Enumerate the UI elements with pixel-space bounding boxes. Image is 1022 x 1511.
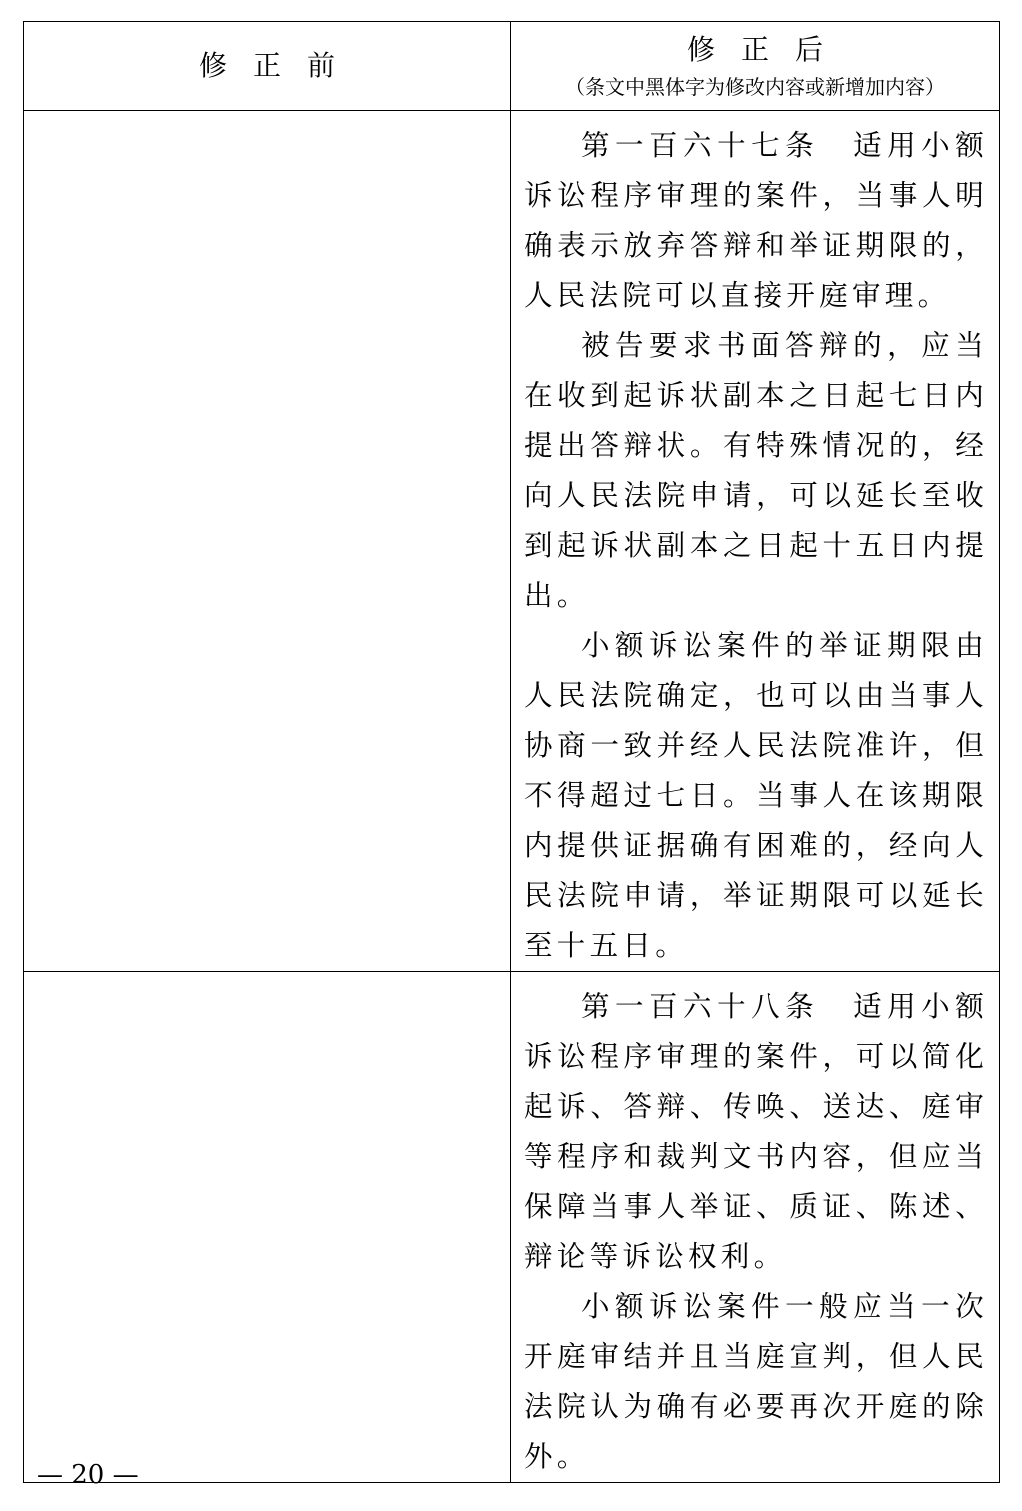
table-header-row (24, 22, 1000, 111)
cell-before-empty (24, 111, 511, 972)
header-after-cell (511, 22, 1000, 111)
article-168-paragraph-1: 第一百六十八条 适用小额诉讼程序审理的案件，可以简化起诉、答辩、传唤、送达、庭审等程序和裁判文书内容，但应当保障当事人举证、质证、陈述、辩论等诉讼权利。 (524, 990, 988, 1273)
cell-after (511, 111, 1000, 972)
revision-comparison-table (23, 21, 1000, 1483)
article-168-paragraph-2: 小额诉讼案件一般应当一次开庭审结并且当庭宣判，但人民法院认为确有必要再次开庭的除外。 (524, 1290, 988, 1473)
article-167-paragraph-2: 被告要求书面答辩的，应当在收到起诉状副本之日起七日内提出答辩状。有特殊情况的，经向人民法院申请，可以延长至收到起诉状副本之日起十五日内提出。 (524, 329, 988, 612)
article-167-paragraph-3: 小额诉讼案件的举证期限由人民法院确定，也可以由当事人协商一致并经人民法院准许，但不得超过七日。当事人在该期限内提供证据确有困难的，经向人民法院申请，举证期限可以延长至十五日。 (524, 629, 988, 962)
header-before-label: 修正前 (198, 49, 361, 82)
cell-after (511, 972, 1000, 1483)
table-row (24, 111, 1000, 972)
header-after-label: 修正后 (686, 33, 849, 66)
article-167-paragraph-1: 第一百六十七条 适用小额诉讼程序审理的案件，当事人明确表示放弃答辩和举证期限的，人民法院可以直接开庭审理。 (524, 129, 988, 312)
header-before-cell (24, 22, 511, 111)
cell-before-empty (24, 972, 511, 1483)
page-number: — 20 — (37, 1460, 139, 1490)
header-after-note: （条文中黑体字为修改内容或新增加内容） (565, 75, 945, 99)
table-row (24, 972, 1000, 1483)
